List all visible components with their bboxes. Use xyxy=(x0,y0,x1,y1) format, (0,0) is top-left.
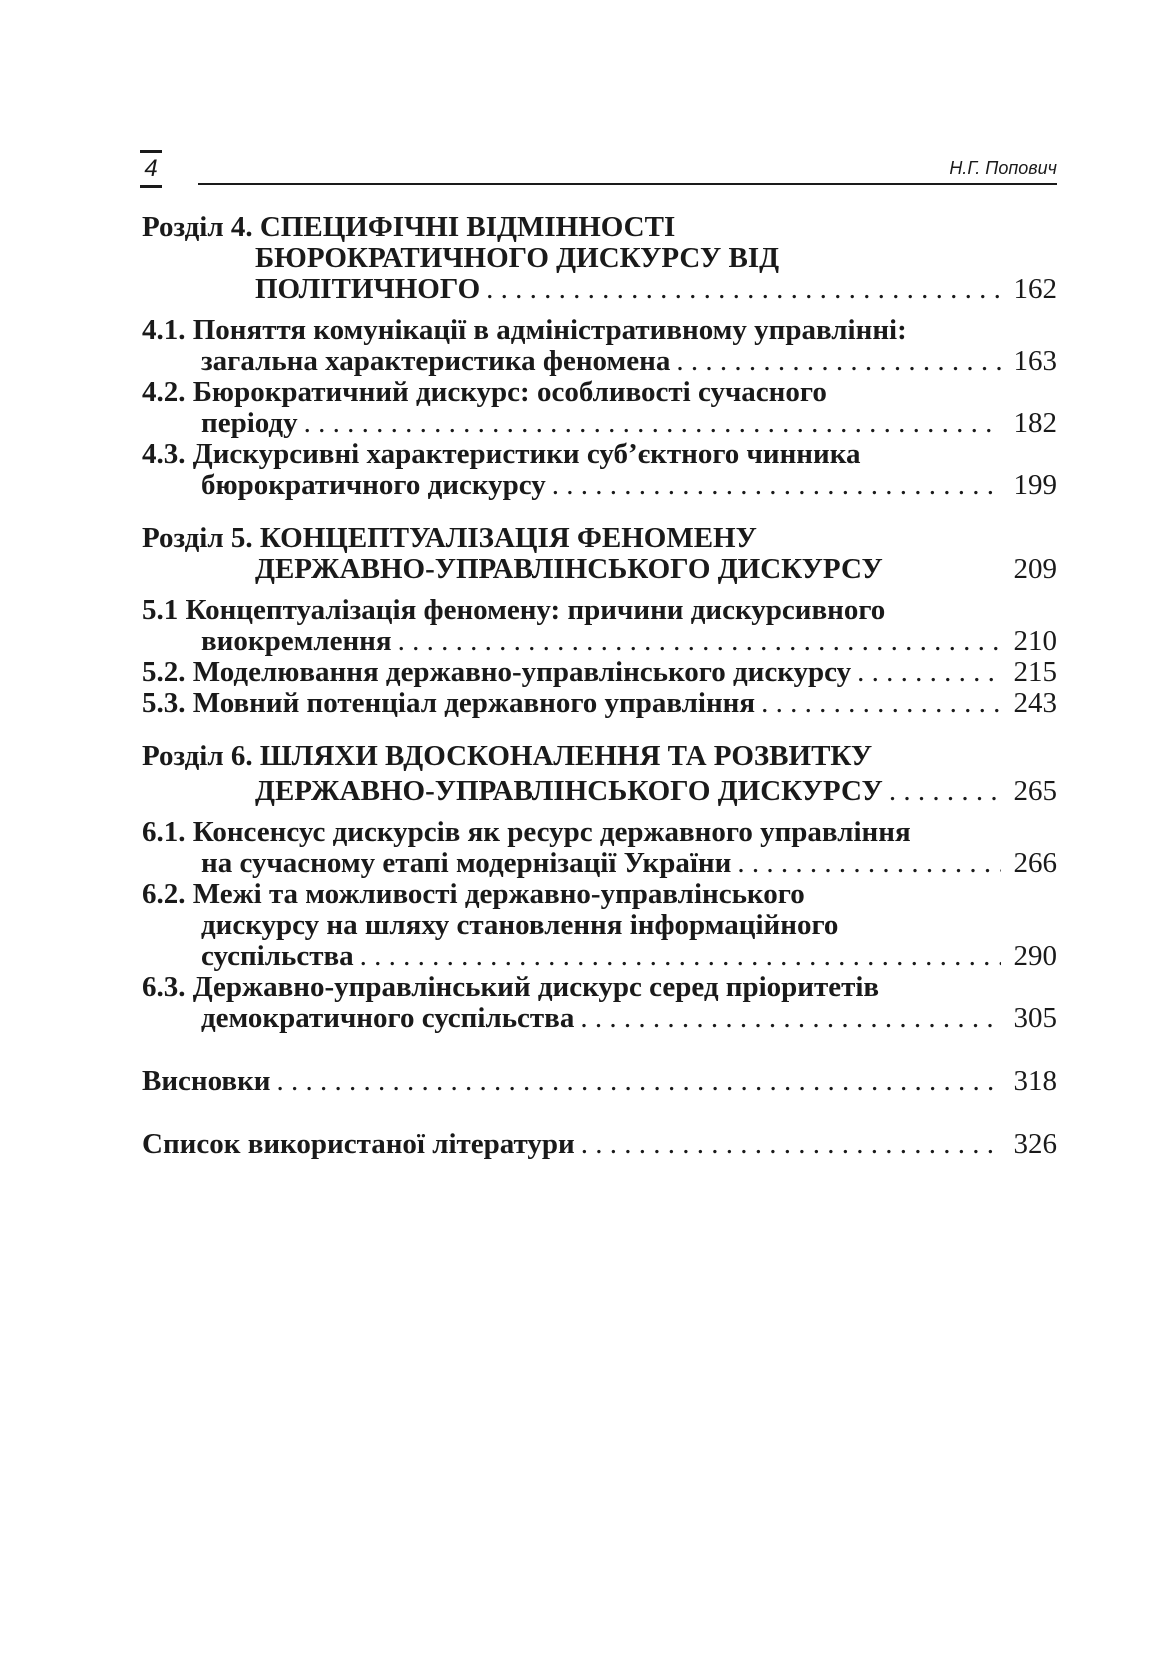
toc-section-4-items xyxy=(142,315,1057,501)
toc-item-4-2[interactable] xyxy=(142,377,1057,439)
dot-leader xyxy=(889,776,1001,807)
running-header xyxy=(140,150,1057,190)
toc-section-4-line-1 xyxy=(142,212,1057,243)
toc-section-5-items xyxy=(142,595,1057,719)
toc-item-6-2[interactable] xyxy=(142,879,1057,972)
toc-references-title: Список використаної літератури xyxy=(142,1128,575,1160)
toc-item-5-1[interactable] xyxy=(142,595,1057,657)
toc-item-6-3-title: 6.3. Державно-управлінський дискурс серед пріоритетів xyxy=(142,971,880,1003)
toc-item-4-3-page: 199 xyxy=(1013,469,1057,501)
toc-item-4-1[interactable] xyxy=(142,315,1057,377)
header-rule xyxy=(198,183,1057,185)
toc-item-6-1-page: 266 xyxy=(1013,847,1057,879)
toc-section-5-line-2[interactable] xyxy=(142,554,1057,585)
toc-section-5-title: Розділ 5. КОНЦЕПТУАЛІЗАЦІЯ ФЕНОМЕНУ xyxy=(142,522,757,554)
table-of-contents xyxy=(142,212,1057,1170)
toc-item-5-1-page: 210 xyxy=(1013,625,1057,657)
toc-conclusions-title: Висновки xyxy=(142,1065,271,1097)
toc-item-4-1-title: 4.1. Поняття комунікації в адміністративному управлінні: xyxy=(142,314,907,346)
toc-item-5-3-page: 243 xyxy=(1013,687,1057,719)
dot-leader xyxy=(277,1066,1002,1097)
toc-item-5-2[interactable] xyxy=(142,657,1057,688)
toc-item-6-2-title-end: суспільства xyxy=(201,940,354,972)
toc-section-4-page: 162 xyxy=(1013,273,1057,305)
page-number: 4 xyxy=(140,150,162,188)
toc-section-5 xyxy=(142,523,1057,719)
toc-item-4-3-title: 4.3. Дискурсивні характеристики суб’єктного чинника xyxy=(142,438,861,470)
toc-section-4 xyxy=(142,212,1057,501)
dot-leader xyxy=(304,408,1001,439)
toc-item-5-1-title: 5.1 Концептуалізація феномену: причини дискурсивного xyxy=(142,594,886,626)
toc-item-6-3-page: 305 xyxy=(1013,1002,1057,1034)
toc-item-4-1-title-cont: загальна характеристика феномена xyxy=(201,345,671,377)
toc-item-4-3[interactable] xyxy=(142,439,1057,501)
toc-section-6 xyxy=(142,741,1057,1034)
toc-item-4-2-page: 182 xyxy=(1013,407,1057,439)
dot-leader xyxy=(676,346,1001,377)
toc-item-5-2-page: 215 xyxy=(1013,656,1057,688)
toc-item-5-3-title: 5.3. Мовний потенціал державного управління xyxy=(142,687,756,719)
toc-section-4-title-end: ПОЛІТИЧНОГО xyxy=(255,273,481,305)
toc-references-page: 326 xyxy=(1013,1128,1057,1160)
dot-leader xyxy=(486,274,1001,305)
toc-item-4-1-page: 163 xyxy=(1013,345,1057,377)
toc-item-5-1-title-cont: виокремлення xyxy=(201,625,392,657)
toc-section-6-items xyxy=(142,817,1057,1034)
toc-conclusions-page: 318 xyxy=(1013,1065,1057,1097)
toc-section-6-page: 265 xyxy=(1013,775,1057,807)
toc-item-6-3-title-cont: демократичного суспільства xyxy=(201,1002,575,1034)
toc-section-6-line-2[interactable] xyxy=(142,776,1057,807)
toc-item-4-3-title-cont: бюрократичного дискурсу xyxy=(201,469,546,501)
toc-section-6-title-cont: ДЕРЖАВНО-УПРАВЛІНСЬКОГО ДИСКУРСУ xyxy=(255,775,883,807)
toc-item-6-1-title-cont: на сучасному етапі модернізації України xyxy=(201,847,732,879)
dot-leader xyxy=(581,1129,1001,1160)
toc-item-6-2-page: 290 xyxy=(1013,940,1057,972)
toc-item-5-2-title: 5.2. Моделювання державно-управлінського дискурсу xyxy=(142,656,852,688)
toc-section-4-line-2 xyxy=(142,243,1057,274)
toc-item-6-1-title: 6.1. Консенсус дискурсів як ресурс державного управління xyxy=(142,816,911,848)
dot-leader xyxy=(761,688,1001,719)
dot-leader xyxy=(857,657,1001,688)
dot-leader xyxy=(360,941,1001,972)
toc-item-5-3[interactable] xyxy=(142,688,1057,719)
toc-section-4-line-3[interactable] xyxy=(142,274,1057,305)
dot-leader xyxy=(737,848,1001,879)
running-author: Н.Г. Попович xyxy=(949,158,1057,178)
toc-section-6-title: Розділ 6. ШЛЯХИ ВДОСКОНАЛЕННЯ ТА РОЗВИТКУ xyxy=(142,740,873,772)
toc-section-5-line-1 xyxy=(142,523,1057,554)
toc-item-6-1[interactable] xyxy=(142,817,1057,879)
toc-references[interactable] xyxy=(142,1129,1057,1160)
dot-leader xyxy=(552,470,1001,501)
toc-item-6-2-title-cont: дискурсу на шляху становлення інформаційного xyxy=(201,909,839,941)
dot-leader xyxy=(580,1003,1001,1034)
toc-section-6-line-1 xyxy=(142,741,1057,772)
toc-section-5-title-cont: ДЕРЖАВНО-УПРАВЛІНСЬКОГО ДИСКУРСУ xyxy=(255,553,883,585)
toc-section-4-title: Розділ 4. СПЕЦИФІЧНІ ВІДМІННОСТІ xyxy=(142,211,676,243)
toc-item-6-3[interactable] xyxy=(142,972,1057,1034)
toc-item-4-2-title: 4.2. Бюрократичний дискурс: особливості сучасного xyxy=(142,376,827,408)
toc-section-4-title-cont: БЮРОКРАТИЧНОГО ДИСКУРСУ ВІД xyxy=(255,242,780,274)
toc-section-5-page: 209 xyxy=(1013,553,1057,585)
dot-leader xyxy=(398,626,1001,657)
toc-conclusions[interactable] xyxy=(142,1066,1057,1097)
toc-item-6-2-title: 6.2. Межі та можливості державно-управлінського xyxy=(142,878,805,910)
toc-item-4-2-title-cont: періоду xyxy=(201,407,298,439)
